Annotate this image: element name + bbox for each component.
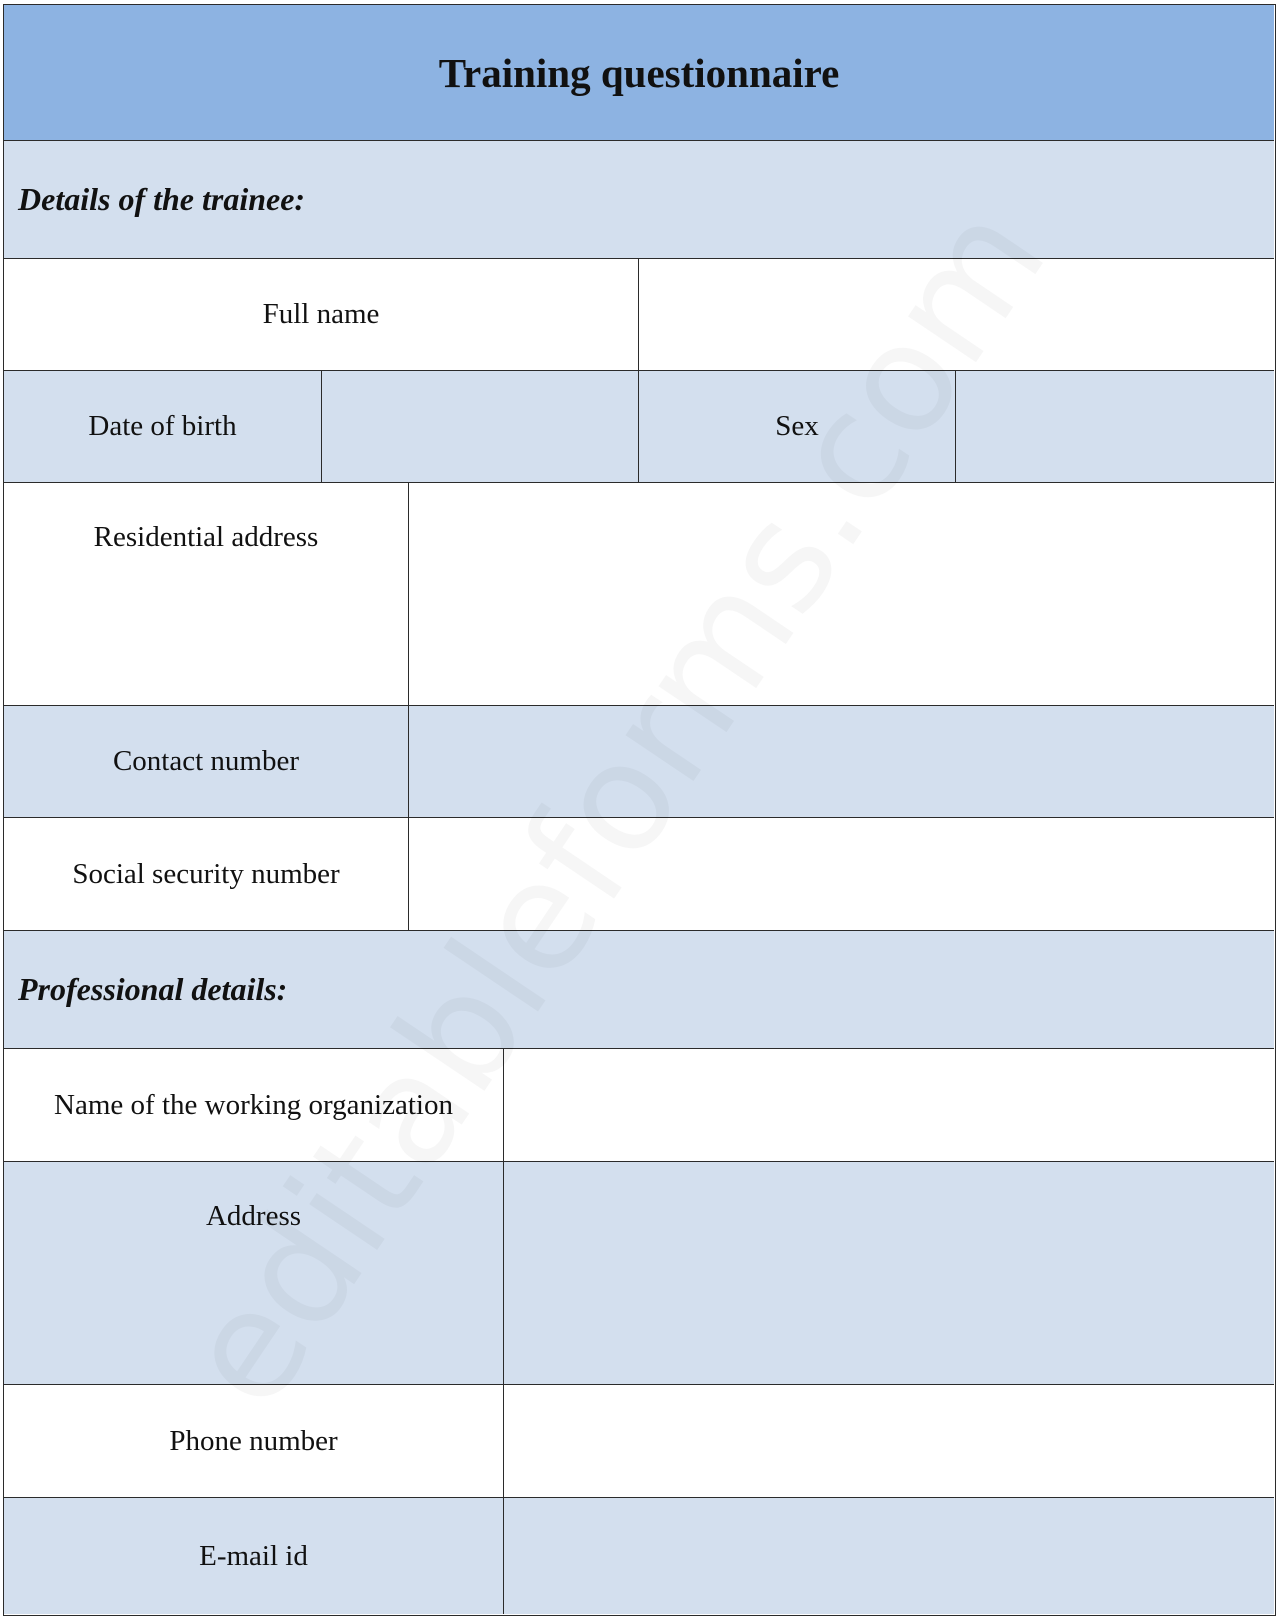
- address-field[interactable]: [504, 1162, 1274, 1385]
- dob-field[interactable]: [322, 371, 639, 483]
- address-label: Address: [4, 1162, 504, 1385]
- form-title: Training questionnaire: [4, 5, 1274, 141]
- full-name-label: Full name: [4, 259, 639, 371]
- ssn-label: Social security number: [4, 818, 409, 931]
- organization-label: Name of the working organization: [4, 1049, 504, 1162]
- contact-number-field[interactable]: [409, 706, 1274, 818]
- full-name-field[interactable]: [639, 259, 1274, 371]
- professional-section-heading: Professional details:: [4, 931, 1274, 1049]
- sex-label: Sex: [639, 371, 956, 483]
- email-field[interactable]: [504, 1498, 1274, 1614]
- phone-number-field[interactable]: [504, 1385, 1274, 1498]
- residential-address-label: Residential address: [4, 483, 409, 706]
- ssn-field[interactable]: [409, 818, 1274, 931]
- trainee-section-heading: Details of the trainee:: [4, 141, 1274, 259]
- questionnaire-form: [3, 4, 1276, 1616]
- phone-number-label: Phone number: [4, 1385, 504, 1498]
- dob-label: Date of birth: [4, 371, 322, 483]
- contact-number-label: Contact number: [4, 706, 409, 818]
- organization-field[interactable]: [504, 1049, 1274, 1162]
- email-label: E-mail id: [4, 1498, 504, 1614]
- sex-field[interactable]: [956, 371, 1274, 483]
- residential-address-field[interactable]: [409, 483, 1274, 706]
